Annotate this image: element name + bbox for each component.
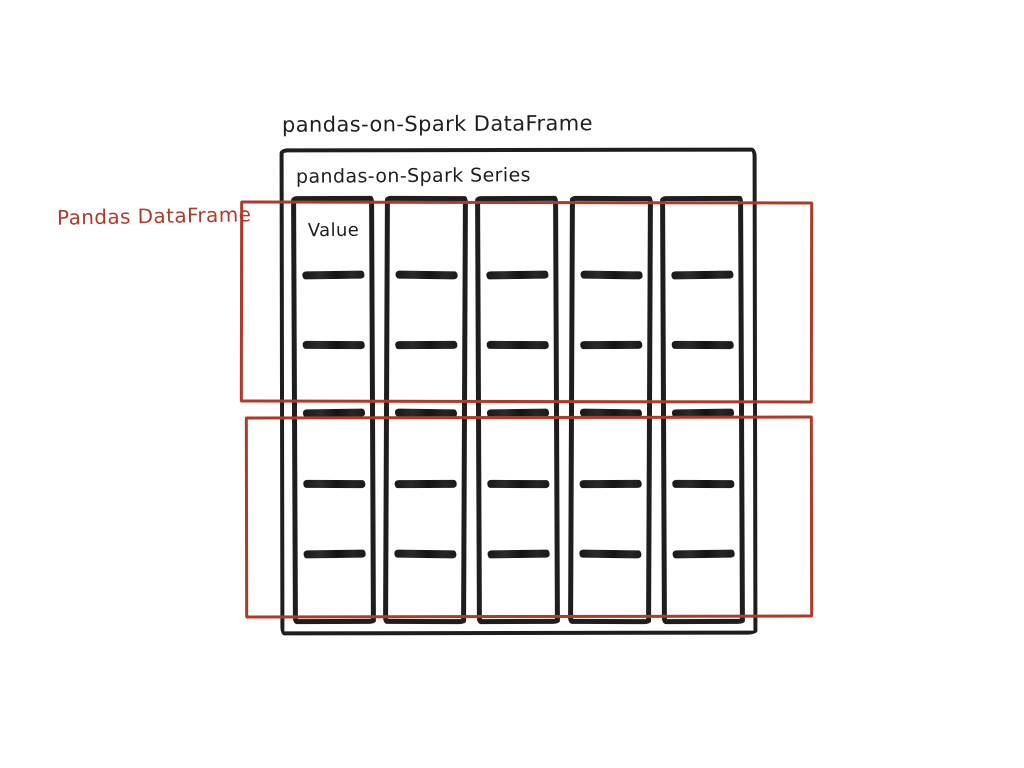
diagram-title: pandas-on-Spark DataFrame	[281, 111, 593, 137]
pandas-dataframe-partition-2-box	[245, 416, 813, 619]
series-label: pandas-on-Spark Series	[295, 164, 532, 188]
pandas-dataframe-label: Pandas DataFrame	[56, 202, 252, 230]
value-column-label: Value	[307, 219, 360, 242]
